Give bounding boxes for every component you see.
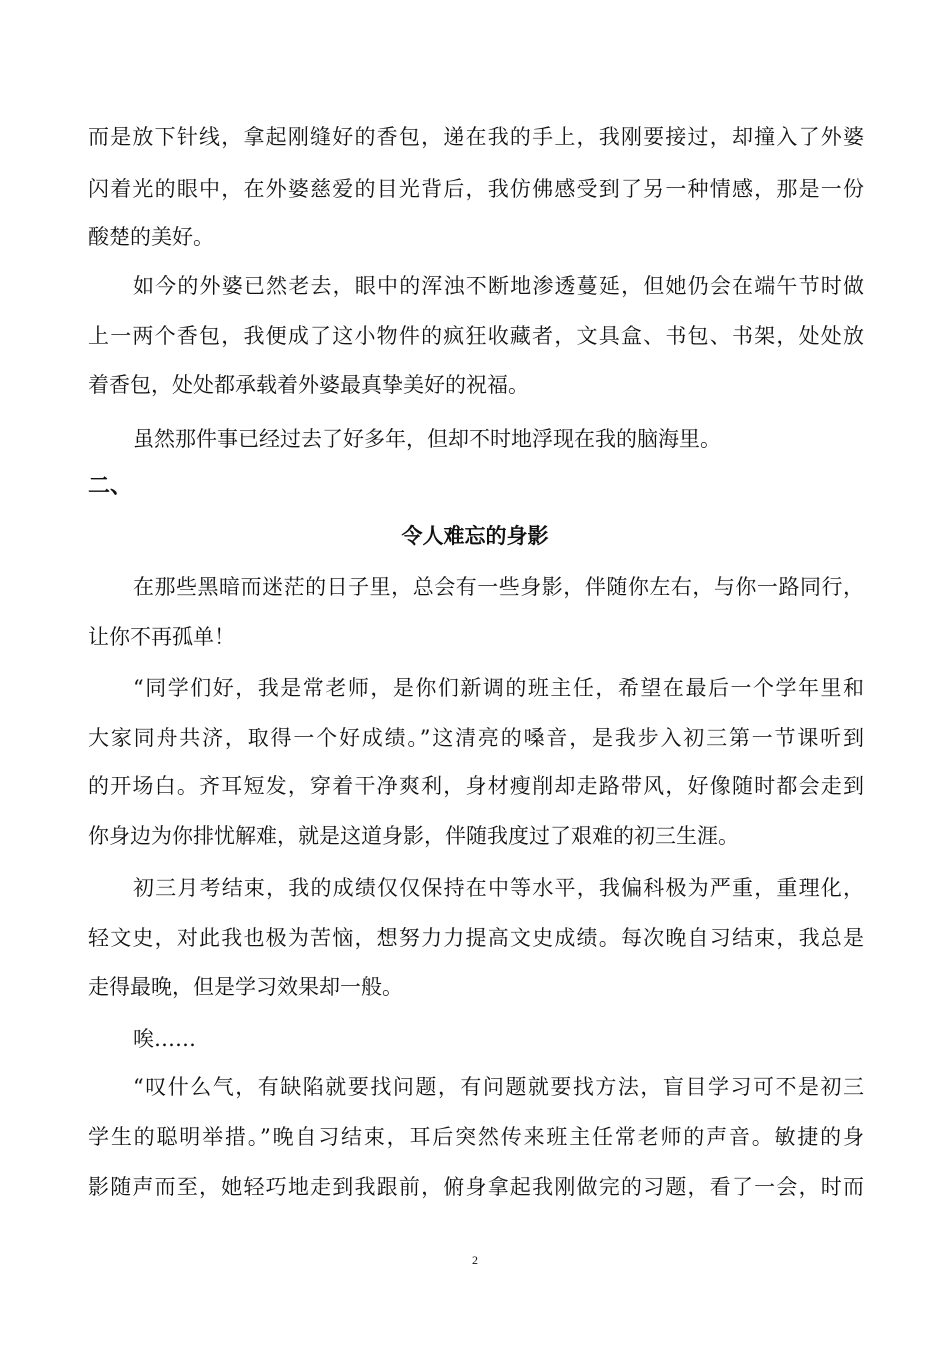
section-heading: 二、: [88, 474, 133, 499]
paragraph-line: 的开场白。齐耳短发，穿着干净爽利，身材瘦削却走路带风，好像随时都会走到: [88, 774, 864, 798]
page-number: 2: [472, 1253, 478, 1267]
paragraph-line: 闪着光的眼中，在外婆慈爱的目光背后，我仿佛感受到了另一种情感，那是一份: [88, 177, 864, 201]
paragraph-line: 让你不再孤单！: [88, 625, 235, 649]
paragraph-line: “同学们好，我是常老师，是你们新调的班主任，希望在最后一个学年里和: [133, 676, 864, 700]
paragraph-line: 着香包，处处都承载着外婆最真挚美好的祝福。: [88, 373, 529, 397]
essay-title: 令人难忘的身影: [401, 524, 549, 548]
paragraph-line: 虽然那件事已经过去了好多年，但却不时地浮现在我的脑海里。: [133, 427, 721, 451]
paragraph-line: 唉……: [133, 1027, 196, 1051]
paragraph-line: 而是放下针线，拿起刚缝好的香包，递在我的手上，我刚要接过，却撞入了外婆: [88, 125, 864, 149]
paragraph-line: 轻文史，对此我也极为苦恼，想努力力提高文史成绩。每次晚自习结束，我总是: [88, 926, 864, 950]
paragraph-line: 酸楚的美好。: [88, 225, 214, 249]
paragraph-line: 走得最晚，但是学习效果却一般。: [88, 975, 403, 999]
paragraph-line: 学生的聪明举措。”晚自习结束，耳后突然传来班主任常老师的声音。敏捷的身: [88, 1125, 864, 1149]
paragraph-line: 如今的外婆已然老去，眼中的浑浊不断地渗透蔓延，但她仍会在端午节时做: [133, 274, 864, 298]
paragraph-line: 在那些黑暗而迷茫的日子里，总会有一些身影，伴随你左右，与你一路同行，: [133, 575, 864, 599]
paragraph-line: 初三月考结束，我的成绩仅仅保持在中等水平，我偏科极为严重，重理化，: [133, 876, 864, 900]
paragraph-line: 大家同舟共济，取得一个好成绩。”这清亮的嗓音，是我步入初三第一节课听到: [88, 726, 864, 750]
paragraph-line: 影随声而至，她轻巧地走到我跟前，俯身拿起我刚做完的习题，看了一会，时而: [88, 1175, 864, 1199]
paragraph-line: “叹什么气，有缺陷就要找问题，有问题就要找方法，盲目学习可不是初三: [133, 1075, 864, 1099]
paragraph-line: 你身边为你排忧解难，就是这道身影，伴随我度过了艰难的初三生涯。: [88, 824, 739, 848]
paragraph-line: 上一两个香包，我便成了这小物件的疯狂收藏者，文具盒、书包、书架，处处放: [88, 324, 864, 348]
